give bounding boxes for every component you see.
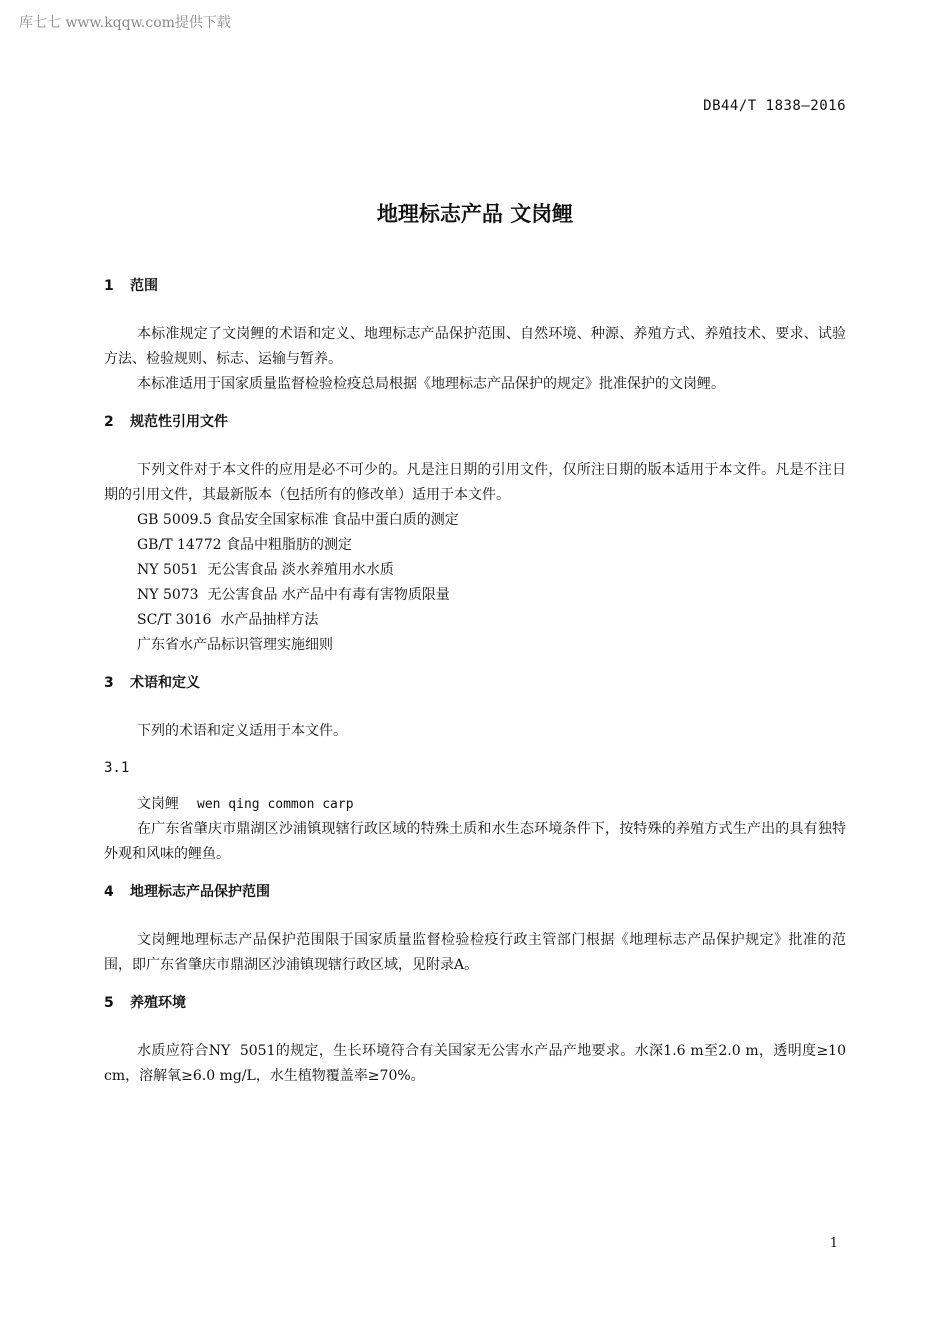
reference-item: GB 5009.5 食品安全国家标准 食品中蛋白质的测定 [137,512,459,528]
section-number: 4 [104,884,114,900]
term-chinese: 文岗鲤 [137,796,179,812]
term-english: wen qing common carp [197,797,354,812]
page-number: 1 [829,1236,838,1251]
section-title: 范围 [130,278,158,294]
reference-item: 广东省水产品标识管理实施细则 [137,637,333,653]
reference-item: GB/T 14772 食品中粗脂肪的测定 [137,537,352,553]
section-number: 2 [104,414,114,430]
reference-item: NY 5073 无公害食品 水产品中有毒有害物质限量 [137,587,450,603]
paragraph: 文岗鲤地理标志产品保护范围限于国家质量监督检验检疫行政主管部门根据《地理标志产品保护规定》批准的范围，即广东省肇庆市鼎湖区沙浦镇现辖行政区域，见附录A。 [104,932,846,973]
subsection-number: 3.1 [104,760,130,776]
section-title: 地理标志产品保护范围 [130,884,270,900]
section-heading-3 [104,672,846,694]
page-title: 地理标志产品 文岗鲤 [376,202,574,226]
section-heading-5 [104,992,846,1014]
document-body [104,275,851,1089]
section-heading-2 [104,411,846,433]
reference-item: SC/T 3016 水产品抽样方法 [137,612,319,628]
section-title: 养殖环境 [130,995,186,1011]
reference-item: NY 5051 无公害食品 淡水养殖用水水质 [137,562,394,578]
watermark-text: 库七七 www.kqqw.com提供下载 [19,15,231,31]
term-definition: 在广东省肇庆市鼎湖区沙浦镇现辖行政区域的特殊土质和水生态环境条件下，按特殊的养殖方式生产出的具有独特外观和风味的鲤鱼。 [104,821,846,862]
paragraph: 水质应符合NY 5051的规定，生长环境符合有关国家无公害水产品产地要求。水深1.6 m至2.0 m，透明度≥10 cm，溶解氧≥6.0 mg/L，水生植物覆盖率≥70%。 [104,1043,851,1084]
document-id: DB44/T 1838—2016 [703,98,846,114]
section-number: 3 [104,675,114,691]
paragraph: 下列的术语和定义适用于本文件。 [137,723,347,739]
term-entry [137,792,846,817]
section-title: 规范性引用文件 [130,414,228,430]
paragraph: 下列文件对于本文件的应用是必不可少的。凡是注日期的引用文件，仅所注日期的版本适用于本文件。凡是不注日期的引用文件，其最新版本（包括所有的修改单）适用于本文件。 [104,462,846,503]
section-heading-1 [104,275,846,297]
section-heading-4 [104,881,846,903]
section-number: 5 [104,995,114,1011]
paragraph: 本标准适用于国家质量监督检验检疫总局根据《地理标志产品保护的规定》批准保护的文岗鲤。 [137,376,725,392]
paragraph: 本标准规定了文岗鲤的术语和定义、地理标志产品保护范围、自然环境、种源、养殖方式、养殖技术、要求、试验方法、检验规则、标志、运输与暂养。 [104,326,846,367]
section-title: 术语和定义 [130,675,200,691]
section-number: 1 [104,278,114,294]
